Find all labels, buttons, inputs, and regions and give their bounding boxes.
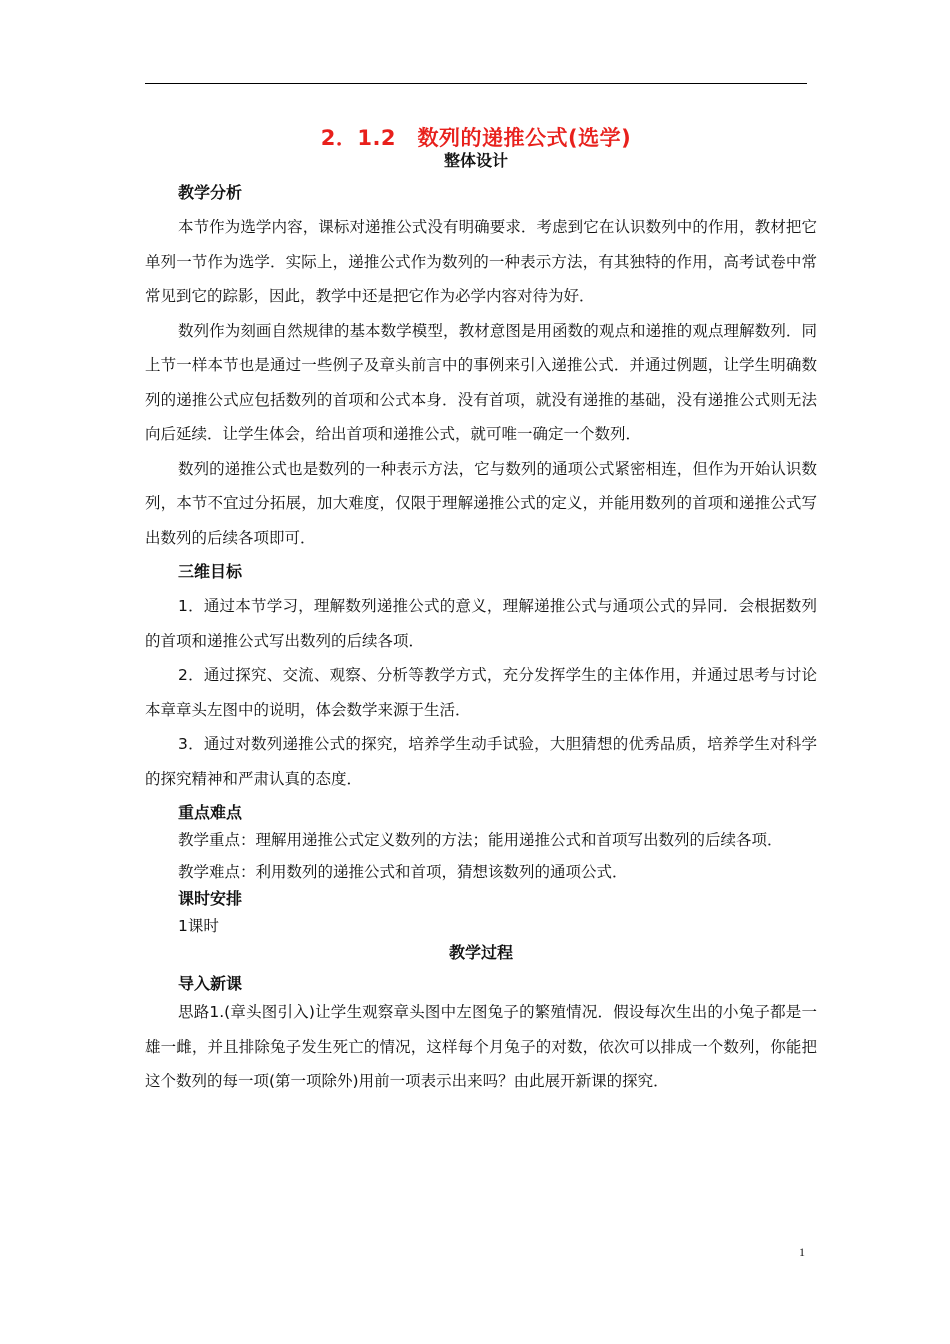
section-heading-process: 教学过程 [448, 943, 513, 962]
page-title: 2．1.2 数列的递推公式(选学) [320, 126, 632, 150]
analysis-paragraph: 数列的递推公式也是数列的一种表示方法，它与数列的通项公式紧密相连，但作为开始认识数列，本节不宜过分拓展，加大难度，仅限于理解递推公式的定义，并能用数列的首项和递推公式写出数列的后续各项即可． [145, 459, 817, 547]
page-number: 1 [799, 1245, 805, 1259]
document-body [145, 182, 817, 1099]
key-point-item: 教学难点：利用数列的递推公式和首项，猜想该数列的通项公式． [178, 863, 628, 881]
goal-item: 2．通过探究、交流、观察、分析等教学方式，充分发挥学生的主体作用，并通过思考与讨论本章章头左图中的说明，体会数学来源于生活． [145, 666, 817, 719]
section-heading-goals: 三维目标 [178, 562, 243, 581]
schedule-text: 1课时 [178, 917, 219, 935]
section-heading-analysis: 教学分析 [178, 183, 243, 202]
section-heading-schedule: 课时安排 [178, 889, 243, 908]
analysis-paragraph: 数列作为刻画自然规律的基本数学模型，教材意图是用函数的观点和递推的观点理解数列．同上节一样本节也是通过一些例子及章头前言中的事例来引入递推公式．并通过例题，让学生明确数列的递推公式应包括数列的首项和公式本身．没有首项，就没有递推的基础，没有递推公式则无法向后延续．让学生体会，给出首项和递推公式，就可唯一确定一个数列． [145, 321, 817, 443]
analysis-paragraph: 本节作为选学内容，课标对递推公式没有明确要求．考虑到它在认识数列中的作用，教材把它单列一节作为选学．实际上，递推公式作为数列的一种表示方法，有其独特的作用，高考试卷中常常见到它的踪影，因此，教学中还是把它作为必学内容对待为好． [145, 218, 817, 305]
page-subtitle: 整体设计 [443, 151, 508, 170]
header-rule [145, 83, 807, 84]
section-heading-intro: 导入新课 [178, 974, 243, 993]
intro-paragraph: 思路1.(章头图引入)让学生观察章头图中左图兔子的繁殖情况．假设每次生出的小兔子都是一雄一雌，并且排除兔子发生死亡的情况，这样每个月兔子的对数，依次可以排成一个数列，你能把这个数列的每一项(第一项除外)用前一项表示出来吗？由此展开新课的探究． [145, 1003, 817, 1090]
section-heading-key-points: 重点难点 [178, 803, 243, 822]
goal-item: 1．通过本节学习，理解数列递推公式的意义，理解递推公式与通项公式的异同．会根据数列的首项和递推公式写出数列的后续各项． [145, 597, 817, 650]
goal-item: 3．通过对数列递推公式的探究，培养学生动手试验，大胆猜想的优秀品质，培养学生对科学的探究精神和严肃认真的态度． [145, 735, 817, 788]
key-point-item: 教学重点：理解用递推公式定义数列的方法；能用递推公式和首项写出数列的后续各项． [178, 831, 783, 849]
